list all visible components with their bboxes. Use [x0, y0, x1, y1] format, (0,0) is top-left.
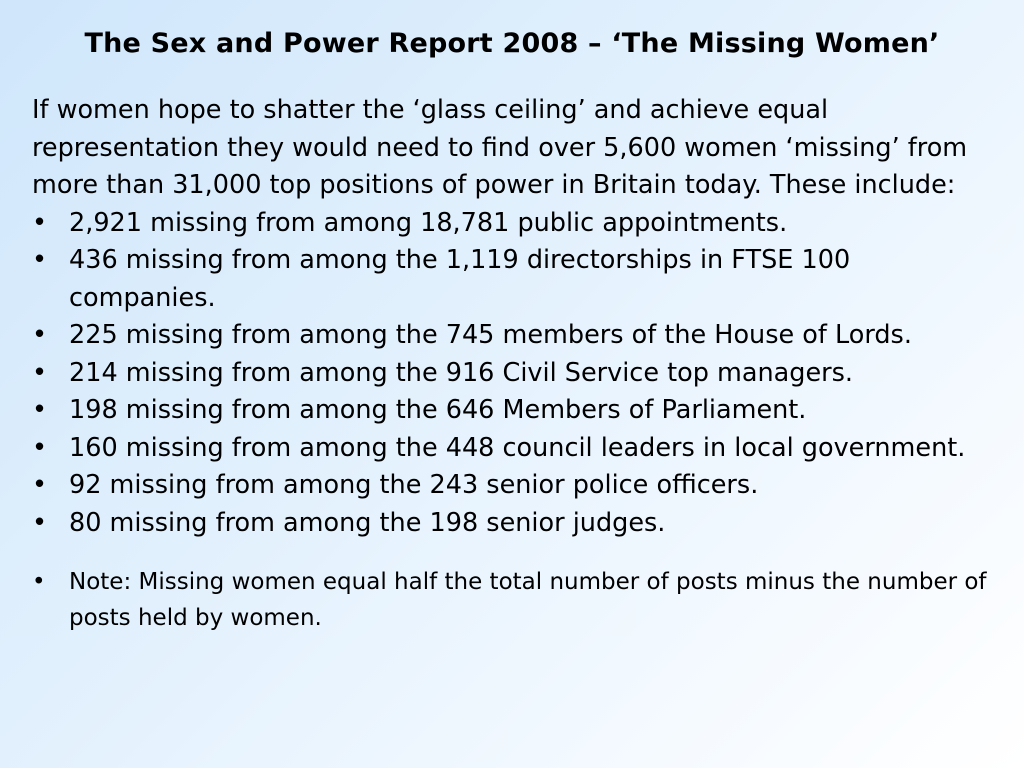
bullet-item — [32, 430, 992, 468]
bullet-dot-icon: • — [32, 470, 48, 500]
bullet-text: 160 missing from among the 448 council leaders in local government. — [69, 432, 966, 463]
bullet-item — [32, 205, 992, 243]
note-text: Note: Missing women equal half the total number of posts minus the number of posts held by women. — [69, 569, 987, 631]
bullet-dot-icon: • — [32, 507, 48, 538]
bullet-item — [32, 355, 992, 393]
note-list — [32, 564, 992, 636]
bullet-dot-icon: • — [32, 395, 48, 425]
bullet-text: 80 missing from among the 198 senior judges. — [69, 507, 666, 538]
bullet-item — [32, 392, 992, 430]
bullet-dot-icon: • — [32, 432, 48, 463]
bullet-list — [32, 205, 992, 543]
slide-body — [32, 92, 992, 636]
bullet-text: 214 missing from among the 916 Civil Service top managers. — [69, 357, 854, 388]
bullet-dot-icon: • — [32, 320, 48, 350]
intro-paragraph: If women hope to shatter the ‘glass ceiling’ and achieve equal representation they would need to find over 5,600 women ‘missing’ from more than 31,000 top positions of power in Britain today. These include: — [32, 95, 968, 200]
bullet-text: 2,921 missing from among 18,781 public appointments. — [69, 207, 788, 238]
bullet-text: 436 missing from among the 1,119 directorships in FTSE 100 companies. — [69, 245, 851, 313]
bullet-item — [32, 317, 992, 355]
bullet-text: 198 missing from among the 646 Members of Parliament. — [69, 395, 807, 425]
bullet-item — [32, 242, 992, 317]
bullet-text: 92 missing from among the 243 senior police officers. — [69, 470, 759, 500]
bullet-dot-icon: • — [32, 245, 48, 275]
bullet-item — [32, 505, 992, 543]
bullet-dot-icon: • — [32, 207, 48, 238]
bullet-text: 225 missing from among the 745 members of the House of Lords. — [69, 320, 912, 350]
note-item — [32, 564, 992, 636]
bullet-dot-icon: • — [32, 569, 46, 595]
bullet-dot-icon: • — [32, 357, 48, 388]
slide-title: The Sex and Power Report 2008 – ‘The Missing Women’ — [84, 28, 940, 59]
bullet-item — [32, 467, 992, 505]
